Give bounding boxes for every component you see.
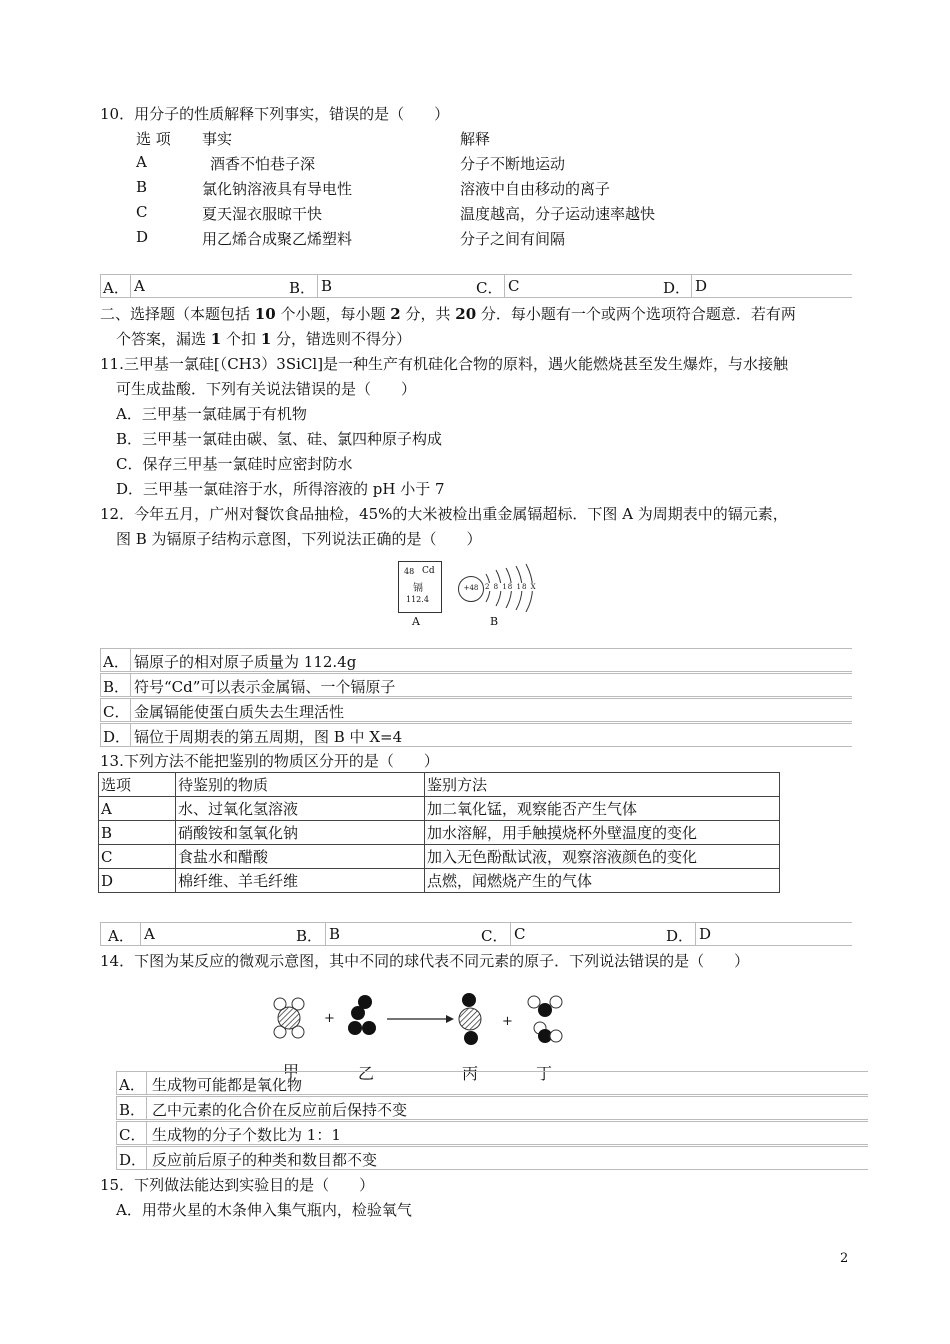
section2-text: 个小题，每小题	[280, 305, 386, 323]
q13-choice-b[interactable]: B	[329, 925, 341, 943]
q14-stem: 14．下图为某反应的微观示意图，其中不同的球代表不同元素的原子．下列说法错误的是（ ）	[100, 952, 750, 970]
q13-choice-c[interactable]: C	[514, 925, 526, 943]
q10-header-explain: 解释	[460, 130, 491, 148]
q12-option-label: A．	[103, 653, 129, 671]
q14-option-row[interactable]	[116, 1146, 868, 1170]
table-cell: 硝酸铵和氢氧化钠	[176, 821, 425, 845]
q11-stem-line2: 可生成盐酸．下列有关说法错误的是（ ）	[116, 380, 417, 398]
plus-sign: +	[324, 1011, 335, 1026]
q14-option-b[interactable]: 乙中元素的化合价在反应前后保持不变	[152, 1101, 408, 1119]
q10-row-fact: 用乙烯合成聚乙烯塑料	[202, 230, 353, 248]
table-cell: 食盐水和醋酸	[176, 845, 425, 869]
section2-missing-count: 1	[210, 330, 222, 348]
section2-line1	[100, 303, 796, 324]
molecule-jia	[274, 998, 304, 1038]
q12-option-d[interactable]: 镉位于周期表的第五周期，图 B 中 X=4	[134, 728, 403, 746]
figure-label-a: A	[412, 615, 420, 628]
q13-choice-row	[100, 922, 852, 946]
q10-row-explain: 分子不断地运动	[460, 155, 566, 173]
q12-stem-line1: 12．今年五月，广州对餐饮食品抽检，45%的大米被检出重金属镉超标．下图 A 为周期表中的镉元素，	[100, 505, 788, 523]
q10-row-option: A	[136, 153, 147, 171]
arrow-head	[446, 1015, 454, 1023]
table-cell: 棉纤维、羊毛纤维	[176, 869, 425, 893]
q10-choice-row	[100, 274, 852, 298]
q14-option-row[interactable]	[116, 1096, 868, 1120]
molecule-bing	[459, 993, 481, 1045]
q12-option-label: D．	[103, 728, 131, 746]
section2-total: 20	[455, 305, 477, 323]
table-cell: B	[99, 821, 176, 845]
label-jia: 甲	[283, 1062, 300, 1081]
q13-choice-b-label: B．	[296, 927, 323, 945]
q11-option-a[interactable]: A．三甲基一氯硅属于有机物	[116, 405, 307, 423]
table-row	[99, 821, 780, 845]
page-number: 2	[840, 1251, 849, 1266]
table-cell: D	[99, 869, 176, 893]
q14-option-label: B．	[119, 1101, 146, 1119]
q10-choice-a-label: A．	[103, 279, 129, 297]
q10-row-explain: 温度越高，分子运动速率越快	[460, 205, 656, 223]
table-header-row	[99, 773, 780, 797]
q13-choice-d[interactable]: D	[699, 925, 712, 943]
table-row	[99, 797, 780, 821]
section2-text: 分．每小题有一个或两个选项符合题意．若有两	[480, 305, 796, 323]
section2-line2	[116, 328, 411, 349]
q12-option-label: B．	[103, 678, 130, 696]
q13-choice-d-label: D．	[666, 927, 694, 945]
q10-choice-b-label: B．	[289, 279, 316, 297]
q10-choice-d[interactable]: D	[695, 277, 708, 295]
q14-option-label: A．	[119, 1076, 145, 1094]
figure-label-b: B	[490, 615, 499, 628]
molecule-ding	[528, 996, 562, 1043]
periodic-element-box	[398, 561, 442, 613]
q10-choice-d-label: D．	[663, 279, 691, 297]
section2-text: 个扣	[226, 330, 257, 348]
q12-option-row[interactable]	[100, 648, 852, 672]
q13-table	[98, 772, 780, 893]
nucleus-charge: +48	[463, 584, 479, 592]
q10-stem: 10．用分子的性质解释下列事实，错误的是（ ）	[100, 105, 450, 123]
atomic-number: 48	[404, 567, 415, 576]
table-row	[99, 845, 780, 869]
q10-row-option: D	[136, 228, 149, 246]
q10-header-fact: 事实	[202, 130, 233, 148]
q12-option-row[interactable]	[100, 698, 852, 722]
table-cell: 加入无色酚酞试液，观察溶液颜色的变化	[425, 845, 780, 869]
q10-row-option: C	[136, 203, 148, 221]
q11-stem-line1: 11.三甲基一氯硅[（CH3）3SiCl]是一种生产有机硅化合物的原料，遇火能燃烧甚至发生爆炸，与水接触	[100, 355, 789, 373]
q15-option-a[interactable]: A．用带火星的木条伸入集气瓶内，检验氧气	[116, 1201, 412, 1219]
section2-count: 10	[254, 305, 276, 323]
q10-choice-a[interactable]: A	[134, 277, 145, 295]
q12-option-label: C．	[103, 703, 130, 721]
q12-option-row[interactable]	[100, 723, 852, 747]
q14-option-a[interactable]: 生成物可能都是氧化物	[152, 1076, 303, 1094]
q15-stem: 15．下列做法能达到实验目的是（ ）	[100, 1176, 375, 1194]
q14-option-c[interactable]: 生成物的分子个数比为 1：1	[152, 1126, 341, 1144]
q10-header-option: 选 项	[136, 130, 171, 148]
label-yi: 乙	[358, 1064, 375, 1083]
q14-option-label: C．	[119, 1126, 146, 1144]
section2-text: 个答案，漏选	[116, 330, 207, 348]
element-name: 镉	[413, 583, 423, 594]
q11-option-b[interactable]: B．三甲基一氯硅由碳、氢、硅、氯四种原子构成	[116, 430, 443, 448]
label-bing: 丙	[462, 1064, 479, 1083]
section2-text: 分，共	[405, 305, 451, 323]
table-cell: 点燃，闻燃烧产生的气体	[425, 869, 780, 893]
q11-option-d[interactable]: D．三甲基一氯硅溶于水，所得溶液的 pH 小于 7	[116, 480, 445, 498]
label-ding: 丁	[536, 1064, 553, 1083]
q13-choice-a[interactable]: A	[144, 925, 155, 943]
table-header-cell: 鉴别方法	[425, 773, 780, 797]
q10-row-explain: 分子之间有间隔	[460, 230, 566, 248]
q14-option-row[interactable]	[116, 1071, 868, 1095]
table-row	[99, 869, 780, 893]
plus-sign: +	[502, 1014, 513, 1029]
table-cell: 加水溶解，用手触摸烧杯外壁温度的变化	[425, 821, 780, 845]
q14-option-row[interactable]	[116, 1121, 868, 1145]
q10-choice-c[interactable]: C	[508, 277, 520, 295]
table-header-cell: 待鉴别的物质	[176, 773, 425, 797]
q12-stem-line2: 图 B 为镉原子结构示意图，下列说法正确的是（ ）	[116, 530, 482, 548]
section2-text: 二、选择题（本题包括	[100, 305, 251, 323]
shell-electron-counts: 2 8 18 18 X	[485, 583, 537, 591]
q11-option-c[interactable]: C．保存三甲基一氯硅时应密封防水	[116, 455, 353, 473]
q10-row-fact: 夏天湿衣服晾干快	[202, 205, 323, 223]
q10-row-option: B	[136, 178, 148, 196]
table-cell: A	[99, 797, 176, 821]
q12-figure	[396, 558, 546, 630]
atomic-mass: 112.4	[406, 595, 429, 604]
q14-reaction-diagram	[262, 988, 602, 1048]
element-symbol: Cd	[422, 566, 435, 576]
q10-row-explain: 溶液中自由移动的离子	[460, 180, 611, 198]
q14-option-label: D．	[119, 1151, 147, 1169]
q10-row-fact: 酒香不怕巷子深	[210, 155, 316, 173]
q12-option-c[interactable]: 金属镉能使蛋白质失去生理活性	[134, 703, 345, 721]
section2-deduct: 1	[260, 330, 272, 348]
q12-option-a[interactable]: 镉原子的相对原子质量为 112.4g	[134, 653, 357, 671]
q13-choice-c-label: C．	[481, 927, 508, 945]
q13-stem: 13.下列方法不能把鉴别的物质区分开的是（ ）	[100, 752, 439, 770]
q13-choice-a-label: A．	[108, 927, 134, 945]
table-cell: 加二氧化锰，观察能否产生气体	[425, 797, 780, 821]
table-header-cell: 选项	[99, 773, 176, 797]
table-cell: C	[99, 845, 176, 869]
table-cell: 水、过氧化氢溶液	[176, 797, 425, 821]
q10-choice-c-label: C．	[476, 279, 503, 297]
molecule-yi	[348, 995, 376, 1035]
q10-row-fact: 氯化钠溶液具有导电性	[202, 180, 353, 198]
q12-option-row[interactable]	[100, 673, 852, 697]
section2-text: 分，错选则不得分）	[276, 330, 412, 348]
section2-score: 2	[390, 305, 401, 323]
q12-option-b[interactable]: 符号“Cd”可以表示金属镉、一个镉原子	[134, 678, 396, 696]
q14-option-d[interactable]: 反应前后原子的种类和数目都不变	[152, 1151, 378, 1169]
q10-choice-b[interactable]: B	[321, 277, 333, 295]
